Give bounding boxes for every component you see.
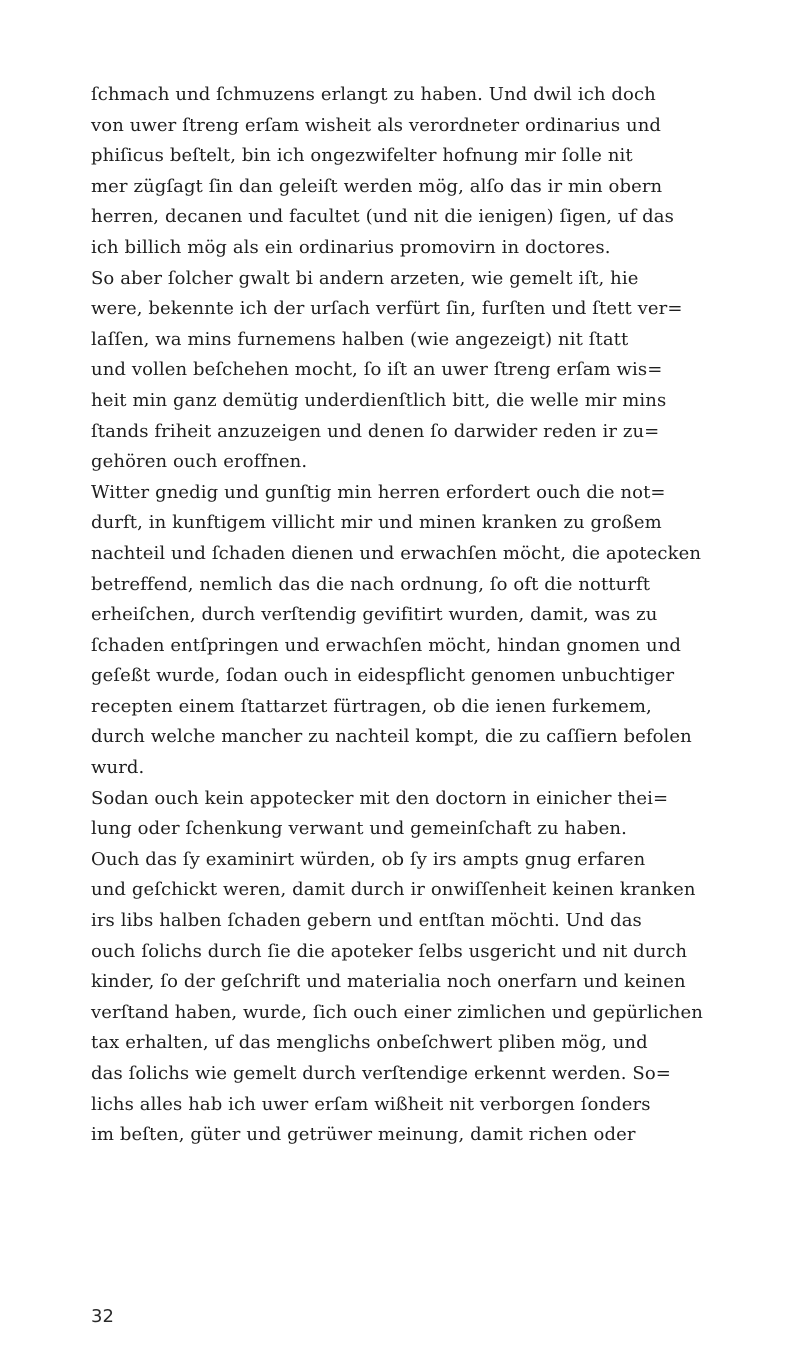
text-line: ſchmach und ſchmuzens erlangt zu haben. Und dwil ich doch	[91, 84, 656, 105]
text-line: mer zügſagt ſin dan geleiſt werden mög, alſo das ir min obern	[91, 175, 663, 197]
text-line: were, bekennte ich der urſach verfürt ſin, furſten und ſtett ver=	[91, 298, 683, 320]
text-line: So aber ſolcher gwalt bi andern arzeten, wie gemelt iſt, hie	[91, 267, 639, 289]
text-line: wurd.	[91, 757, 145, 779]
text-line: irs libs halben ſchaden gebern und entſtan möchti. Und das	[91, 910, 642, 932]
text-line: Witter gnedig und gunſtig min herren erfordert ouch die not=	[91, 481, 666, 503]
text-line: durch welche mancher zu nachteil kompt, die zu caſſiern befolen	[91, 726, 692, 748]
text-line: betreffend, nemlich das die nach ordnung, ſo oft die notturft	[91, 573, 651, 595]
text-line: kinder, ſo der geſchrift und materialia noch onerfarn und keinen	[91, 971, 686, 993]
text-line: lung oder ſchenkung verwant und gemeinſchaft zu haben.	[91, 818, 627, 840]
text-line: ſchaden entſpringen und erwachſen möcht, hindan gnomen und	[91, 634, 682, 656]
text-line: herren, decanen und facultet (und nit die ienigen) ſigen, uf das	[91, 206, 674, 228]
text-line: Ouch das ſy examinirt würden, ob ſy irs ampts gnug erfaren	[91, 848, 646, 870]
text-line: ſtands friheit anzuzeigen und denen ſo darwider reden ir zu=	[91, 420, 660, 442]
text-line: lichs alles hab ich uwer erſam wißheit nit verborgen ſonders	[91, 1093, 651, 1115]
page-number: 32	[91, 1306, 114, 1327]
text-line: gehören ouch eroffnen.	[91, 451, 308, 473]
text-line: laſſen, wa mins furnemens halben (wie angezeigt) nit ſtatt	[91, 328, 629, 350]
text-line: nachteil und ſchaden dienen und erwachſen möcht, die apotecken	[91, 542, 702, 564]
body-text	[91, 80, 731, 1151]
text-line: und vollen beſchehen mocht, ſo iſt an uwer ſtreng erſam wis=	[91, 359, 663, 381]
text-line: ouch ſolichs durch ſie die apoteker ſelbs usgericht und nit durch	[91, 940, 688, 962]
text-line: und geſchickt weren, damit durch ir onwiſſenheit keinen kranken	[91, 879, 696, 901]
text-line: heit min ganz demütig underdienſtlich bitt, die welle mir mins	[91, 389, 667, 411]
text-line: ich billich mög als ein ordinarius promovirn in doctores.	[91, 236, 611, 258]
text-line: recepten einem ſtattarzet fürtragen, ob die ienen furkemem,	[91, 695, 652, 717]
text-line: verſtand haben, wurde, ſich ouch einer zimlichen und gepürlichen	[91, 1001, 703, 1023]
text-line: das ſolichs wie gemelt durch verſtendige erkennt werden. So=	[91, 1063, 671, 1084]
text-line: tax erhalten, uf das menglichs onbeſchwert pliben mög, und	[91, 1032, 648, 1054]
text-line: durft, in kunftigem villicht mir und minen kranken zu großem	[91, 512, 662, 534]
text-line: erheiſchen, durch verſtendig gevifitirt wurden, damit, was zu	[91, 604, 658, 626]
text-line: geſeßt wurde, ſodan ouch in eidespflicht genomen unbuchtiger	[91, 665, 675, 687]
text-line: im beſten, güter und getrüwer meinung, damit richen oder	[91, 1124, 636, 1146]
text-line: phiſicus beſtelt, bin ich ongezwifelter hofnung mir ſolle nit	[91, 145, 633, 167]
text-line: Sodan ouch kein appotecker mit den doctorn in einicher thei=	[91, 787, 669, 809]
text-line: von uwer ſtreng erſam wisheit als verordneter ordinarius und	[91, 114, 662, 136]
